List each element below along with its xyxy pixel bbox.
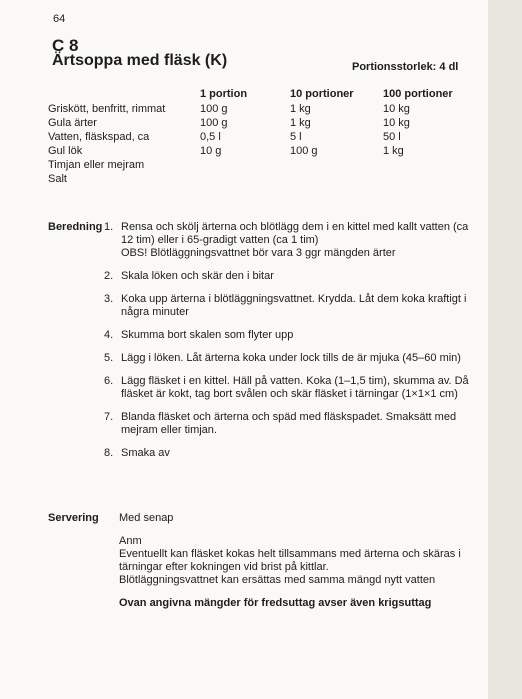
- spiral-binding: [488, 0, 522, 699]
- step: [104, 352, 476, 365]
- step: [104, 375, 476, 401]
- ingredient-name: Salt: [48, 173, 67, 185]
- amount-1: 0,5 l: [200, 131, 221, 143]
- portion-size: Portionsstorlek: 4 dl: [352, 61, 459, 73]
- step-number: 1.: [104, 221, 114, 233]
- amount-1: 10 g: [200, 145, 222, 157]
- note-line: Blötläggningsvattnet kan ersättas med samma mängd nytt vatten: [119, 574, 436, 586]
- step-number: 7.: [104, 411, 114, 423]
- serving-text: Med senap: [119, 512, 174, 524]
- step-number: 8.: [104, 447, 114, 459]
- ingredient-name: Vatten, fläskspad, ca: [48, 131, 150, 143]
- amount-100: 10 kg: [383, 117, 410, 129]
- step-number: 4.: [104, 329, 114, 341]
- ingredient-name: Gul lök: [48, 145, 83, 157]
- amount-10: 1 kg: [290, 117, 311, 129]
- footer-note: Ovan angivna mängder för fredsuttag avser även krigsuttag: [119, 597, 432, 609]
- step: [104, 270, 476, 283]
- ingredient-name: Timjan eller mejram: [48, 159, 145, 171]
- step-text: Lägg fläsket i en kittel. Häll på vatten. Koka (1–1,5 tim), skumma av. Då fläsket är kokt, tag bort svålen och skär fläsket i tärningar (1×1×1 cm): [121, 375, 469, 400]
- step: [104, 447, 476, 460]
- amount-10: 5 l: [290, 131, 302, 143]
- note-heading: Anm: [119, 535, 142, 547]
- step: [104, 221, 476, 260]
- step: [104, 293, 476, 319]
- serving-section: [119, 512, 471, 620]
- step-text: Koka upp ärterna i blötläggningsvattnet. Krydda. Låt dem koka kraftigt i några minuter: [121, 293, 467, 318]
- step-note: OBS! Blötläggningsvattnet bör vara 3 ggr mängden ärter: [121, 247, 396, 259]
- step-text: Skumma bort skalen som flyter upp: [121, 329, 294, 341]
- preparation-steps: [104, 221, 476, 470]
- step-text: Smaka av: [121, 447, 170, 459]
- step-text: Lägg i löken. Låt ärterna koka under lock tills de är mjuka (45–60 min): [121, 352, 461, 364]
- ingredient-name: Gula ärter: [48, 117, 97, 129]
- amount-100: 10 kg: [383, 103, 410, 115]
- header-100-portions: 100 portioner: [383, 88, 453, 100]
- serving-label: Servering: [48, 512, 99, 524]
- step-number: 6.: [104, 375, 114, 387]
- header-10-portions: 10 portioner: [290, 88, 354, 100]
- step-number: 2.: [104, 270, 114, 282]
- amount-1: 100 g: [200, 117, 228, 129]
- preparation-label: Beredning: [48, 221, 103, 233]
- recipe-title: Ärtsoppa med fläsk (K): [52, 52, 228, 69]
- amount-100: 1 kg: [383, 145, 404, 157]
- step-text: Rensa och skölj ärterna och blötlägg dem i en kittel med kallt vatten (ca 12 tim) eller i 65-gradigt vatten (ca 1 tim): [121, 221, 469, 246]
- page-number: 64: [53, 13, 66, 25]
- amount-1: 100 g: [200, 103, 228, 115]
- header-1-portion: 1 portion: [200, 88, 248, 100]
- step-number: 5.: [104, 352, 114, 364]
- step-text: Blanda fläsket och ärterna och späd med fläskspadet. Smaksätt med mejram eller timjan.: [121, 411, 457, 436]
- step-number: 3.: [104, 293, 114, 305]
- ingredient-name: Griskött, benfritt, rimmat: [48, 103, 166, 115]
- amount-10: 100 g: [290, 145, 318, 157]
- recipe-code: C 8: [52, 36, 79, 55]
- step: [104, 329, 476, 342]
- amount-100: 50 l: [383, 131, 401, 143]
- step: [104, 411, 476, 437]
- note-line: Eventuellt kan fläsket kokas helt tillsammans med ärterna och skäras i tärningar efter kokningen vid brist på kittlar.: [119, 548, 461, 573]
- step-text: Skala löken och skär den i bitar: [121, 270, 274, 282]
- amount-10: 1 kg: [290, 103, 311, 115]
